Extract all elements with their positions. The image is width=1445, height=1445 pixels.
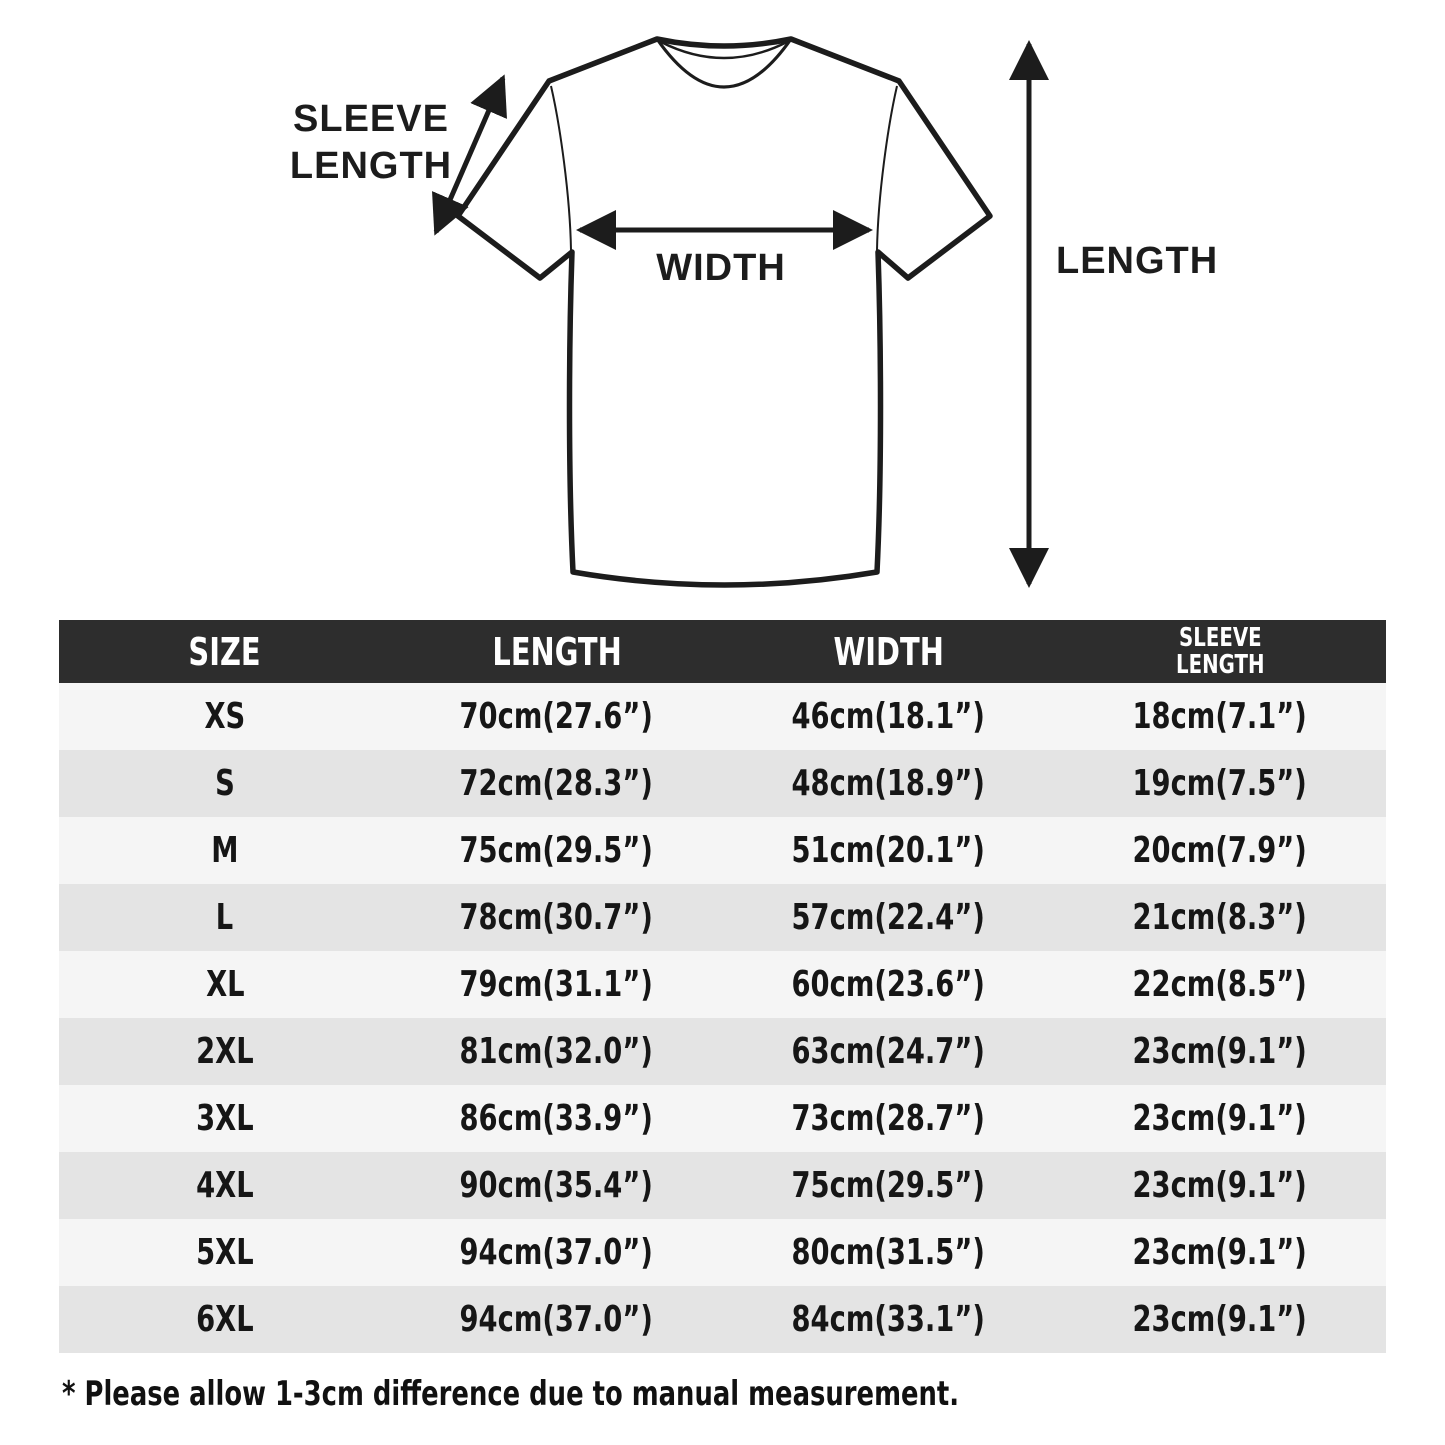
table-row [59, 951, 1386, 1018]
width-cell: 57cm(22.4”) [791, 897, 986, 938]
sleeve-length-cell: 23cm(9.1”) [1132, 1098, 1308, 1139]
size-table [59, 620, 1386, 1353]
measurement-footnote: * Please allow 1-3cm difference due to manual measurement. [62, 1374, 960, 1414]
tshirt-measurement-diagram [0, 0, 1445, 612]
width-cell: 63cm(24.7”) [791, 1031, 986, 1072]
length-cell: 79cm(31.1”) [459, 964, 654, 1005]
size-cell: XS [204, 696, 246, 737]
length-cell: 72cm(28.3”) [459, 763, 654, 804]
length-cell: 75cm(29.5”) [459, 830, 654, 871]
sleeve-length-cell: 21cm(8.3”) [1132, 897, 1308, 938]
table-row [59, 683, 1386, 750]
sleeve-length-label-line1: SLEEVE [293, 98, 449, 140]
size-cell: XL [205, 964, 245, 1005]
length-cell: 94cm(37.0”) [459, 1299, 654, 1340]
size-cell: 4XL [196, 1165, 254, 1206]
header-width: WIDTH [833, 629, 944, 674]
header-size: SIZE [188, 629, 261, 674]
size-cell: L [216, 897, 234, 938]
size-cell: S [215, 763, 235, 804]
table-row [59, 884, 1386, 951]
sleeve-length-cell: 23cm(9.1”) [1132, 1232, 1308, 1273]
width-cell: 60cm(23.6”) [791, 964, 986, 1005]
width-cell: 46cm(18.1”) [791, 696, 986, 737]
width-label: WIDTH [656, 247, 786, 289]
sleeve-length-cell: 18cm(7.1”) [1132, 696, 1308, 737]
table-row [59, 1219, 1386, 1286]
table-row [59, 1018, 1386, 1085]
length-cell: 81cm(32.0”) [459, 1031, 654, 1072]
width-cell: 73cm(28.7”) [791, 1098, 986, 1139]
length-cell: 70cm(27.6”) [459, 696, 654, 737]
width-cell: 48cm(18.9”) [791, 763, 986, 804]
table-row [59, 1152, 1386, 1219]
sleeve-length-cell: 23cm(9.1”) [1132, 1165, 1308, 1206]
sleeve-length-cell: 23cm(9.1”) [1132, 1299, 1308, 1340]
size-cell: 3XL [196, 1098, 254, 1139]
size-cell: 6XL [196, 1299, 254, 1340]
table-row [59, 750, 1386, 817]
sleeve-length-cell: 20cm(7.9”) [1132, 830, 1308, 871]
size-cell: M [211, 830, 239, 871]
sleeve-length-label-line2: LENGTH [289, 145, 453, 187]
length-cell: 86cm(33.9”) [459, 1098, 654, 1139]
table-row [59, 1286, 1386, 1353]
table-row [59, 1085, 1386, 1152]
length-cell: 94cm(37.0”) [459, 1232, 654, 1273]
size-cell: 5XL [196, 1232, 254, 1273]
sleeve-length-cell: 22cm(8.5”) [1132, 964, 1308, 1005]
size-cell: 2XL [196, 1031, 254, 1072]
sleeve-length-cell: 19cm(7.5”) [1132, 763, 1308, 804]
table-row [59, 817, 1386, 884]
length-cell: 78cm(30.7”) [459, 897, 654, 938]
width-cell: 75cm(29.5”) [791, 1165, 986, 1206]
length-cell: 90cm(35.4”) [459, 1165, 654, 1206]
sleeve-length-cell: 23cm(9.1”) [1132, 1031, 1308, 1072]
tshirt-outline [458, 39, 990, 585]
length-label: LENGTH [1056, 240, 1219, 282]
width-cell: 84cm(33.1”) [791, 1299, 986, 1340]
header-sleeve-length: SLEEVE LENGTH [1175, 622, 1265, 680]
width-cell: 80cm(31.5”) [791, 1232, 986, 1273]
header-length: LENGTH [491, 629, 622, 674]
table-header-row [59, 620, 1386, 683]
width-cell: 51cm(20.1”) [791, 830, 986, 871]
